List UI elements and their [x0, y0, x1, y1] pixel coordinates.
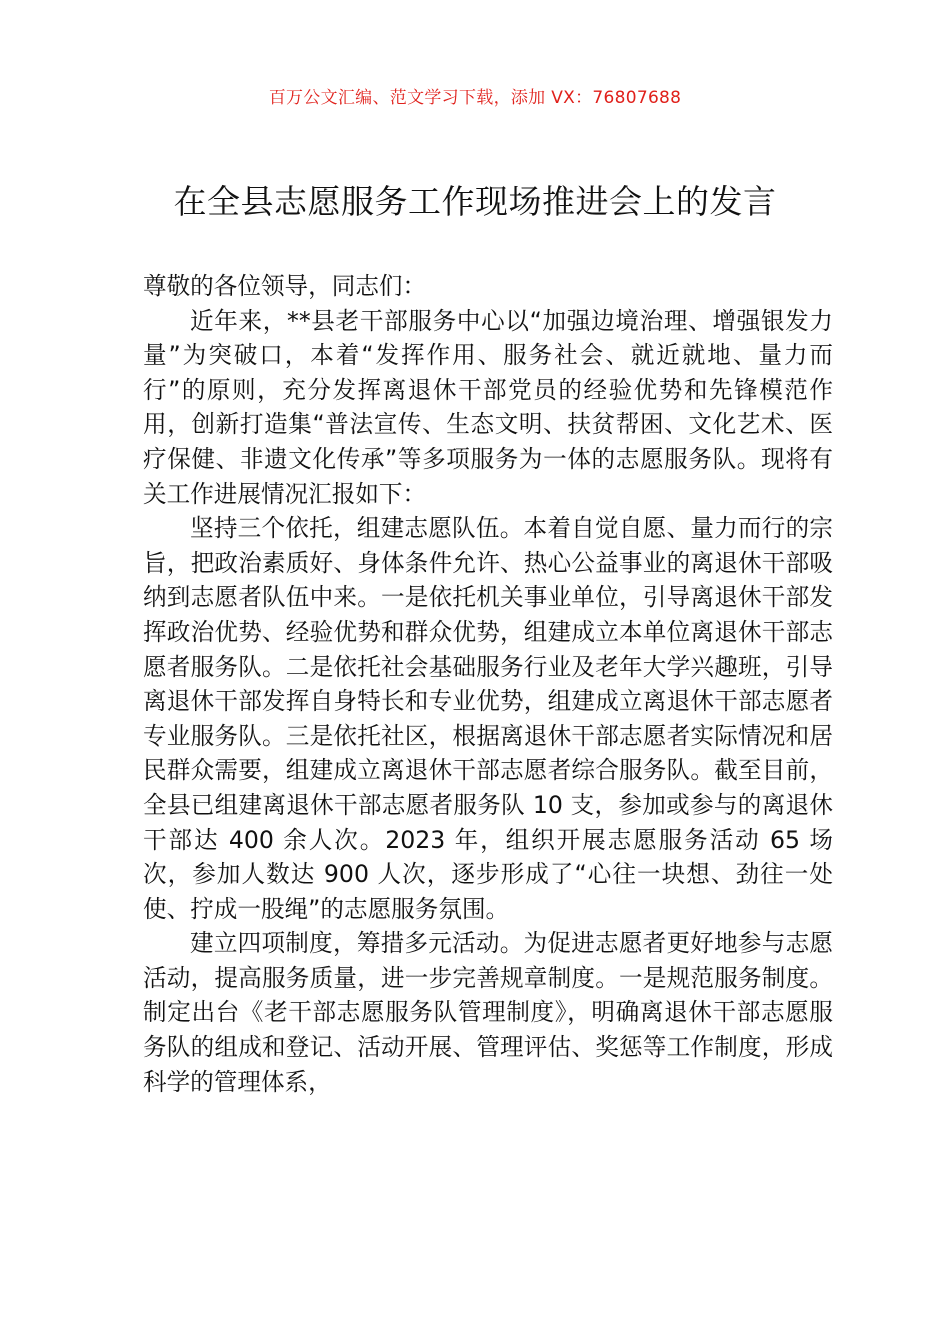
paragraph-four-systems: 建立四项制度，筹措多元活动。为促进志愿者更好地参与志愿活动，提高服务质量，进一步完善规章制度。一是规范服务制度。制定出台《老干部志愿服务队管理制度》，明确离退休干部志愿服务队的组成和登记、活动开展、管理评估、奖惩等工作制度，形成科学的管理体系， [143, 929, 833, 1096]
document-body [143, 269, 833, 1099]
salutation: 尊敬的各位领导，同志们： [143, 272, 427, 300]
document-title: 在全县志愿服务工作现场推进会上的发言 [173, 182, 777, 221]
paragraph-intro: 近年来，**县老干部服务中心以“加强边境治理、增强银发力量”为突破口，本着“发挥作用、服务社会、就近就地、量力而行”的原则，充分发挥离退休干部党员的经验优势和先锋模范作用，创新打造集“普法宣传、生态文明、扶贫帮困、文化艺术、医疗保健、非遗文化传承”等多项服务为一体的志愿服务队。现将有关工作进展情况汇报如下： [143, 306, 833, 508]
header-note: 百万公文汇编、范文学习下载，添加 VX：76807688 [268, 88, 682, 108]
paragraph-three-supports: 坚持三个依托，组建志愿队伍。本着自觉自愿、量力而行的宗旨，把政治素质好、身体条件允许、热心公益事业的离退休干部吸纳到志愿者队伍中来。一是依托机关事业单位，引导离退休干部发挥政治优势、经验优势和群众优势，组建成立本单位离退休干部志愿者服务队。二是依托社会基础服务行业及老年大学兴趣班，引导离退休干部发挥自身特长和专业优势，组建成立离退休干部志愿者专业服务队。三是依托社区，根据离退休干部志愿者实际情况和居民群众需要，组建成立离退休干部志愿者综合服务队。截至目前，全县已组建离退休干部志愿者服务队 10 支，参加或参与的离退休干部达 400 余人次。2023 年，组织开展志愿服务活动 65 场次，参加人数达 900 人次，逐步形成了“心往一块想、劲往一处使、拧成一股绳”的志愿服务氛围。 [143, 514, 833, 923]
